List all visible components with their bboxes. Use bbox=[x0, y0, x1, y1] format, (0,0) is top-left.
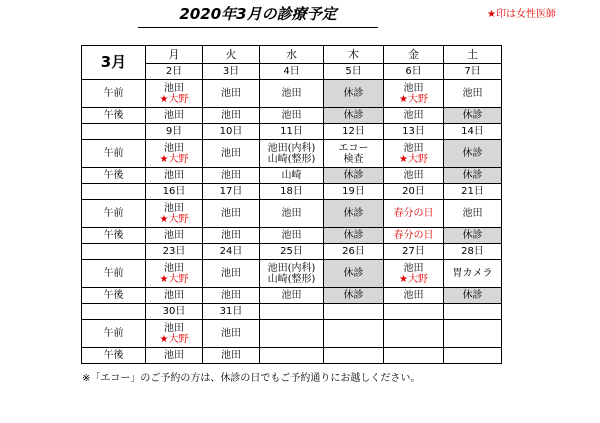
footer-note: ※「エコー」のご予約の方は、休診の日でもご予約通りにお越しください。 bbox=[82, 373, 421, 384]
pm-row bbox=[82, 348, 502, 364]
schedule-cell-mon bbox=[146, 168, 203, 184]
cell-line: 池田 bbox=[281, 208, 302, 219]
cell-line: 池田 bbox=[221, 148, 241, 159]
schedule-cell-mon bbox=[146, 80, 203, 108]
pm-label: 午後 bbox=[82, 288, 146, 304]
schedule-cell-fri bbox=[384, 348, 444, 364]
schedule-cell-wed bbox=[260, 320, 324, 348]
weekday-thu: 木 bbox=[324, 46, 384, 64]
date-cell-fri: 27日 bbox=[384, 244, 444, 260]
schedule-cell-thu bbox=[324, 348, 384, 364]
pm-row bbox=[82, 228, 502, 244]
weekday-sat: 土 bbox=[444, 46, 502, 64]
cell-line: ★大野 bbox=[399, 153, 428, 165]
pm-label: 午後 bbox=[82, 348, 146, 364]
schedule-cell-mon bbox=[146, 320, 203, 348]
cell-line: 春分の日 bbox=[393, 208, 434, 219]
schedule-cell-tue bbox=[203, 260, 260, 288]
date-cell-sat: 21日 bbox=[444, 184, 502, 200]
cell-line: 胃カメラ bbox=[452, 268, 493, 279]
am-label: 午前 bbox=[82, 260, 146, 288]
weekday-fri: 金 bbox=[384, 46, 444, 64]
cell-line: 池田 bbox=[462, 208, 483, 219]
pm-label: 午後 bbox=[82, 228, 146, 244]
cell-line: 池田 bbox=[164, 170, 184, 181]
weekday-wed: 水 bbox=[260, 46, 324, 64]
schedule-cell-mon bbox=[146, 288, 203, 304]
schedule-cell-fri bbox=[384, 140, 444, 168]
month-label: 3月 bbox=[82, 46, 146, 80]
cell-line: 春分の日 bbox=[393, 230, 434, 241]
date-row bbox=[82, 304, 502, 320]
cell-line: 池田(内科) bbox=[267, 142, 316, 154]
page-title: 2020年3月の診療予定 bbox=[179, 5, 337, 23]
cell-line: ★大野 bbox=[159, 93, 189, 105]
date-cell-mon: 2日 bbox=[146, 64, 203, 80]
cell-line: 池田 bbox=[164, 202, 184, 214]
cell-line: 池田 bbox=[403, 170, 424, 181]
schedule-cell-thu bbox=[324, 168, 384, 184]
cell-line: 池田 bbox=[221, 170, 241, 181]
schedule-cell-fri bbox=[384, 108, 444, 124]
schedule-cell-tue bbox=[203, 228, 260, 244]
schedule-cell-thu bbox=[324, 200, 384, 228]
cell-line: 山崎(整形) bbox=[267, 153, 316, 165]
schedule-cell-wed bbox=[260, 200, 324, 228]
am-label: 午前 bbox=[82, 320, 146, 348]
cell-line: 山崎(整形) bbox=[267, 273, 316, 285]
schedule-cell-mon bbox=[146, 348, 203, 364]
date-row-label bbox=[82, 184, 146, 200]
schedule-cell-thu bbox=[324, 228, 384, 244]
schedule-cell-sat bbox=[444, 260, 502, 288]
cell-line: ★大野 bbox=[159, 333, 189, 345]
cell-line: 休診 bbox=[343, 268, 364, 279]
date-cell-tue: 3日 bbox=[203, 64, 260, 80]
cell-line: 池田 bbox=[164, 322, 184, 334]
cell-line: 休診 bbox=[462, 290, 483, 301]
schedule-cell-mon bbox=[146, 200, 203, 228]
pm-row bbox=[82, 288, 502, 304]
schedule-cell-thu bbox=[324, 320, 384, 348]
schedule-cell-wed bbox=[260, 140, 324, 168]
schedule-cell-fri bbox=[384, 80, 444, 108]
cell-line: ★大野 bbox=[159, 273, 189, 285]
date-cell-sat: 14日 bbox=[444, 124, 502, 140]
cell-line: 休診 bbox=[343, 110, 364, 121]
schedule-cell-wed bbox=[260, 168, 324, 184]
schedule-cell-tue bbox=[203, 168, 260, 184]
date-cell-wed: 18日 bbox=[260, 184, 324, 200]
schedule-cell-tue bbox=[203, 80, 260, 108]
schedule-cell-wed bbox=[260, 288, 324, 304]
am-row bbox=[82, 140, 502, 168]
schedule-cell-wed bbox=[260, 80, 324, 108]
date-cell-thu bbox=[324, 304, 384, 320]
schedule-cell-mon bbox=[146, 140, 203, 168]
date-row bbox=[82, 184, 502, 200]
schedule-cell-fri bbox=[384, 200, 444, 228]
schedule-cell-tue bbox=[203, 200, 260, 228]
schedule-cell-sat bbox=[444, 80, 502, 108]
cell-line: 池田(内科) bbox=[267, 262, 316, 274]
date-row bbox=[82, 244, 502, 260]
schedule-cell-fri bbox=[384, 168, 444, 184]
schedule-cell-wed bbox=[260, 260, 324, 288]
pm-row bbox=[82, 108, 502, 124]
cell-line: ★大野 bbox=[159, 153, 189, 165]
pm-row bbox=[82, 168, 502, 184]
title-underline bbox=[138, 27, 378, 28]
am-row bbox=[82, 80, 502, 108]
date-cell-tue: 24日 bbox=[203, 244, 260, 260]
schedule-cell-thu bbox=[324, 260, 384, 288]
schedule-body bbox=[82, 46, 502, 364]
am-label: 午前 bbox=[82, 200, 146, 228]
date-row bbox=[82, 124, 502, 140]
cell-line: 池田 bbox=[221, 268, 241, 279]
schedule-cell-tue bbox=[203, 140, 260, 168]
schedule-cell-tue bbox=[203, 320, 260, 348]
cell-line: 池田 bbox=[403, 290, 424, 301]
cell-line: 池田 bbox=[164, 290, 184, 301]
schedule-cell-mon bbox=[146, 108, 203, 124]
date-cell-mon: 30日 bbox=[146, 304, 203, 320]
schedule-cell-mon bbox=[146, 228, 203, 244]
cell-line: 池田 bbox=[221, 208, 241, 219]
cell-line: 休診 bbox=[462, 170, 483, 181]
date-row-label bbox=[82, 304, 146, 320]
cell-line: 休診 bbox=[343, 208, 364, 219]
schedule-cell-sat bbox=[444, 108, 502, 124]
date-cell-mon: 16日 bbox=[146, 184, 203, 200]
cell-line: 休診 bbox=[343, 290, 364, 301]
schedule-cell-tue bbox=[203, 108, 260, 124]
cell-line: 池田 bbox=[221, 110, 241, 121]
schedule-table bbox=[81, 45, 502, 364]
am-row bbox=[82, 200, 502, 228]
date-cell-fri bbox=[384, 304, 444, 320]
date-cell-wed: 11日 bbox=[260, 124, 324, 140]
date-cell-tue: 17日 bbox=[203, 184, 260, 200]
cell-line: 池田 bbox=[164, 262, 184, 274]
cell-line: エコー bbox=[338, 142, 369, 154]
schedule-cell-wed bbox=[260, 228, 324, 244]
date-cell-thu: 19日 bbox=[324, 184, 384, 200]
cell-line: 池田 bbox=[164, 110, 184, 121]
date-cell-thu: 5日 bbox=[324, 64, 384, 80]
cell-line: 池田 bbox=[462, 88, 483, 99]
cell-line: 池田 bbox=[281, 110, 302, 121]
cell-line: 休診 bbox=[343, 230, 364, 241]
date-cell-sat: 7日 bbox=[444, 64, 502, 80]
pm-label: 午後 bbox=[82, 108, 146, 124]
date-cell-sat bbox=[444, 304, 502, 320]
cell-line: 池田 bbox=[221, 328, 241, 339]
schedule-cell-thu bbox=[324, 108, 384, 124]
cell-line: 池田 bbox=[164, 142, 184, 154]
cell-line: 池田 bbox=[281, 230, 302, 241]
schedule-cell-sat bbox=[444, 228, 502, 244]
schedule-cell-fri bbox=[384, 228, 444, 244]
schedule-cell-sat bbox=[444, 320, 502, 348]
female-doctor-note: ★印は女性医師 bbox=[487, 9, 556, 20]
date-cell-thu: 12日 bbox=[324, 124, 384, 140]
cell-line: 池田 bbox=[221, 88, 241, 99]
schedule-cell-thu bbox=[324, 288, 384, 304]
am-row bbox=[82, 320, 502, 348]
cell-line: 池田 bbox=[164, 230, 184, 241]
cell-line: 池田 bbox=[403, 142, 424, 154]
cell-line: ★大野 bbox=[399, 273, 428, 285]
cell-line: 池田 bbox=[164, 82, 184, 94]
schedule-cell-tue bbox=[203, 348, 260, 364]
am-label: 午前 bbox=[82, 140, 146, 168]
date-cell-fri: 13日 bbox=[384, 124, 444, 140]
cell-line: 休診 bbox=[462, 148, 483, 159]
schedule-cell-thu bbox=[324, 80, 384, 108]
schedule-cell-mon bbox=[146, 260, 203, 288]
cell-line: 休診 bbox=[462, 230, 483, 241]
cell-line: 池田 bbox=[403, 262, 424, 274]
date-cell-mon: 23日 bbox=[146, 244, 203, 260]
pm-label: 午後 bbox=[82, 168, 146, 184]
schedule-cell-sat bbox=[444, 140, 502, 168]
cell-line: ★大野 bbox=[159, 213, 189, 225]
cell-line: 休診 bbox=[343, 88, 364, 99]
schedule-cell-fri bbox=[384, 320, 444, 348]
date-cell-fri: 20日 bbox=[384, 184, 444, 200]
cell-line: 池田 bbox=[221, 290, 241, 301]
cell-line: 休診 bbox=[343, 170, 364, 181]
schedule-cell-fri bbox=[384, 288, 444, 304]
schedule-cell-sat bbox=[444, 168, 502, 184]
schedule-cell-sat bbox=[444, 288, 502, 304]
date-cell-thu: 26日 bbox=[324, 244, 384, 260]
cell-line: 山崎 bbox=[281, 170, 302, 181]
schedule-cell-fri bbox=[384, 260, 444, 288]
cell-line: 池田 bbox=[281, 290, 302, 301]
schedule-cell-thu bbox=[324, 140, 384, 168]
cell-line: ★大野 bbox=[399, 93, 428, 105]
schedule-cell-tue bbox=[203, 288, 260, 304]
date-row-label bbox=[82, 244, 146, 260]
cell-line: 検査 bbox=[343, 153, 364, 165]
weekday-mon: 月 bbox=[146, 46, 203, 64]
date-cell-tue: 10日 bbox=[203, 124, 260, 140]
cell-line: 休診 bbox=[462, 110, 483, 121]
am-label: 午前 bbox=[82, 80, 146, 108]
cell-line: 池田 bbox=[403, 82, 424, 94]
weekday-tue: 火 bbox=[203, 46, 260, 64]
cell-line: 池田 bbox=[221, 230, 241, 241]
date-cell-fri: 6日 bbox=[384, 64, 444, 80]
schedule-cell-wed bbox=[260, 108, 324, 124]
date-cell-tue: 31日 bbox=[203, 304, 260, 320]
cell-line: 池田 bbox=[281, 88, 302, 99]
date-cell-wed bbox=[260, 304, 324, 320]
date-cell-sat: 28日 bbox=[444, 244, 502, 260]
date-cell-wed: 25日 bbox=[260, 244, 324, 260]
weekday-header-row bbox=[82, 46, 502, 64]
cell-line: 池田 bbox=[164, 350, 184, 361]
schedule-cell-wed bbox=[260, 348, 324, 364]
schedule-cell-sat bbox=[444, 200, 502, 228]
cell-line: 池田 bbox=[403, 110, 424, 121]
date-cell-wed: 4日 bbox=[260, 64, 324, 80]
cell-line: 池田 bbox=[221, 350, 241, 361]
schedule-cell-sat bbox=[444, 348, 502, 364]
date-row-label bbox=[82, 124, 146, 140]
am-row bbox=[82, 260, 502, 288]
date-cell-mon: 9日 bbox=[146, 124, 203, 140]
